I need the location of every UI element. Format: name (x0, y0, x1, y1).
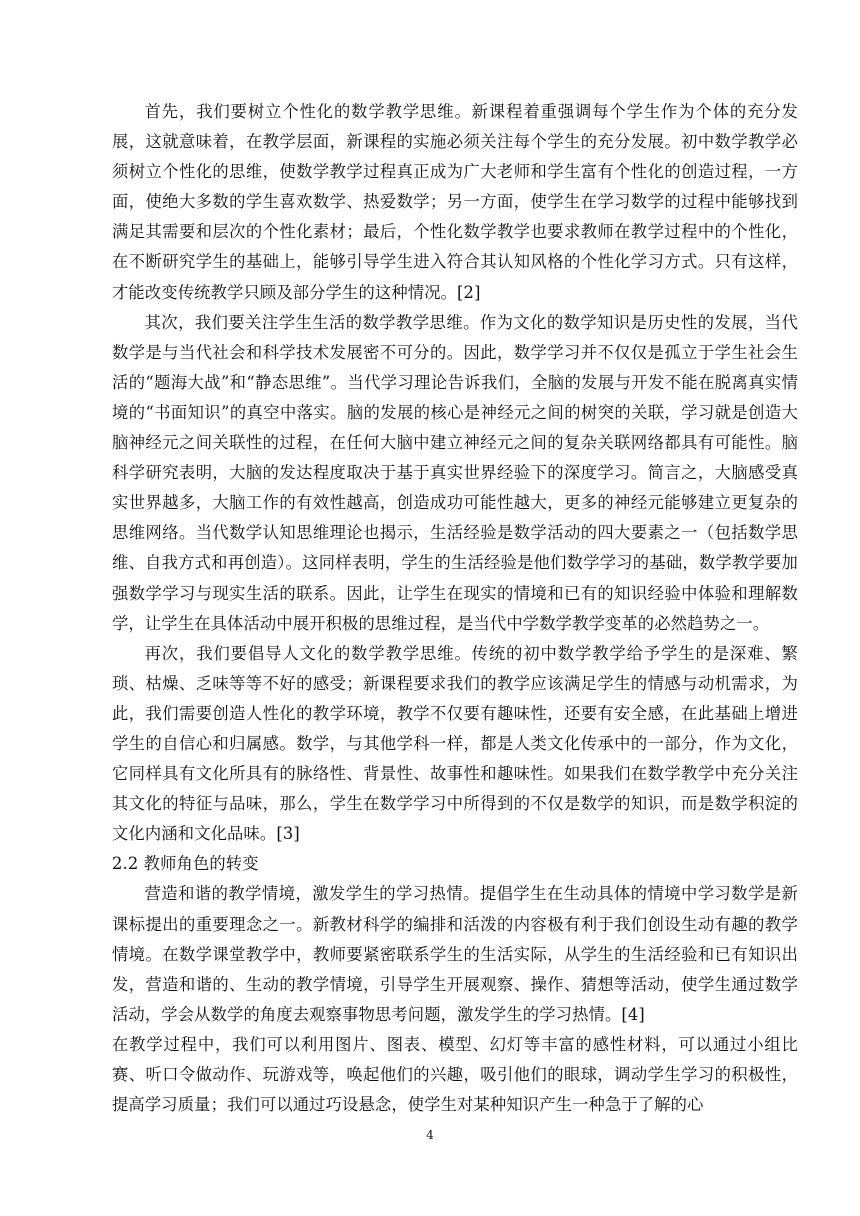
paragraph-individualized-thinking: 首先，我们要树立个性化的数学教学思维。新课程着重强调每个学生作为个体的充分发展，这就意味着，在教学层面，新课程的实施必须关注每个学生的充分发展。初中数学教学必须树立个性化的思维，使数学教学过程真正成为广大老师和学生富有个性化的创造过程，一方面，使绝大多数的学生喜欢数学、热爱数学；另一方面，使学生在学习数学的过程中能够找到满足其需要和层次的个性化素材；最后，个性化数学教学也要求教师在教学过程中的个性化，在不断研究学生的基础上，能够引导学生进入符合其认知风格的个性化学习方式。只有这样，才能改变传统教学只顾及部分学生的这种情况。[2] (112, 102, 798, 302)
paragraph-life-oriented-thinking: 其次，我们要关注学生生活的数学教学思维。作为文化的数学知识是历史性的发展，当代数学是与当代社会和科学技术发展密不可分的。因此，数学学习并不仅仅是孤立于学生社会生活的“题海大战”和“静态思维”。当代学习理论告诉我们，全脑的发展与开发不能在脱离真实情境的“书面知识”的真空中落实。脑的发展的核心是神经元之间的树突的关联，学习就是创造大脑神经元之间关联性的过程，在任何大脑中建立神经元之间的复杂关联网络都具有可能性。脑科学研究表明，大脑的发达程度取决于基于真实世界经验下的深度学习。简言之，大脑感受真实世界越多，大脑工作的有效性越高，创造成功可能性越大，更多的神经元能够建立更复杂的思维网络。当代数学认知思维理论也揭示，生活经验是数学活动的四大要素之一（包括数学思维、自我方式和再创造）。这同样表明，学生的生活经验是他们数学学习的基础，数学教学要加强数学学习与现实生活的联系。因此，让学生在现实的情境和已有的知识经验中体验和理解数学，让学生在具体活动中展开积极的思维过程，是当代中学数学教学变革的必然趋势之一。 (112, 312, 798, 633)
section-heading-teacher-role: 2.2 教师角色的转变 (112, 854, 259, 874)
document-body (112, 97, 798, 1120)
paragraph-teaching-process: 在教学过程中，我们可以利用图片、图表、模型、幻灯等丰富的感性材料，可以通过小组比赛、听口令做动作、玩游戏等，唤起他们的兴趣，吸引他们的眼球，调动学生学习的积极性，提高学习质量；我们可以通过巧设悬念，使学生对某种知识产生一种急于了解的心 (112, 1034, 798, 1115)
paragraph-teaching-situation: 营造和谐的教学情境，激发学生的学习热情。提倡学生在生动具体的情境中学习数学是新课标提出的重要理念之一。新教材科学的编排和活泼的内容极有利于我们创设生动有趣的教学情境。在数学课堂教学中，教师要紧密联系学生的生活实际，从学生的生活经验和已有知识出发，营造和谐的、生动的教学情境，引导学生开展观察、操作、猜想等活动，使学生通过数学活动，学会从数学的角度去观察事物思考问题，激发学生的学习热情。[4] (112, 884, 798, 1024)
page-number: 4 (426, 1128, 434, 1142)
paragraph-humanistic-thinking: 再次，我们要倡导人文化的数学教学思维。传统的初中数学教学给予学生的是深难、繁琐、枯燥、乏味等等不好的感受；新课程要求我们的教学应该满足学生的情感与动机需求，为此，我们需要创造人性化的教学环境，教学不仅要有趣味性，还要有安全感，在此基础上增进学生的自信心和归属感。数学，与其他学科一样，都是人类文化传承中的一部分，作为文化，它同样具有文化所具有的脉络性、背景性、故事性和趣味性。如果我们在数学教学中充分关注其文化的特征与品味，那么，学生在数学学习中所得到的不仅是数学的知识，而是数学积淀的文化内涵和文化品味。[3] (112, 643, 798, 844)
